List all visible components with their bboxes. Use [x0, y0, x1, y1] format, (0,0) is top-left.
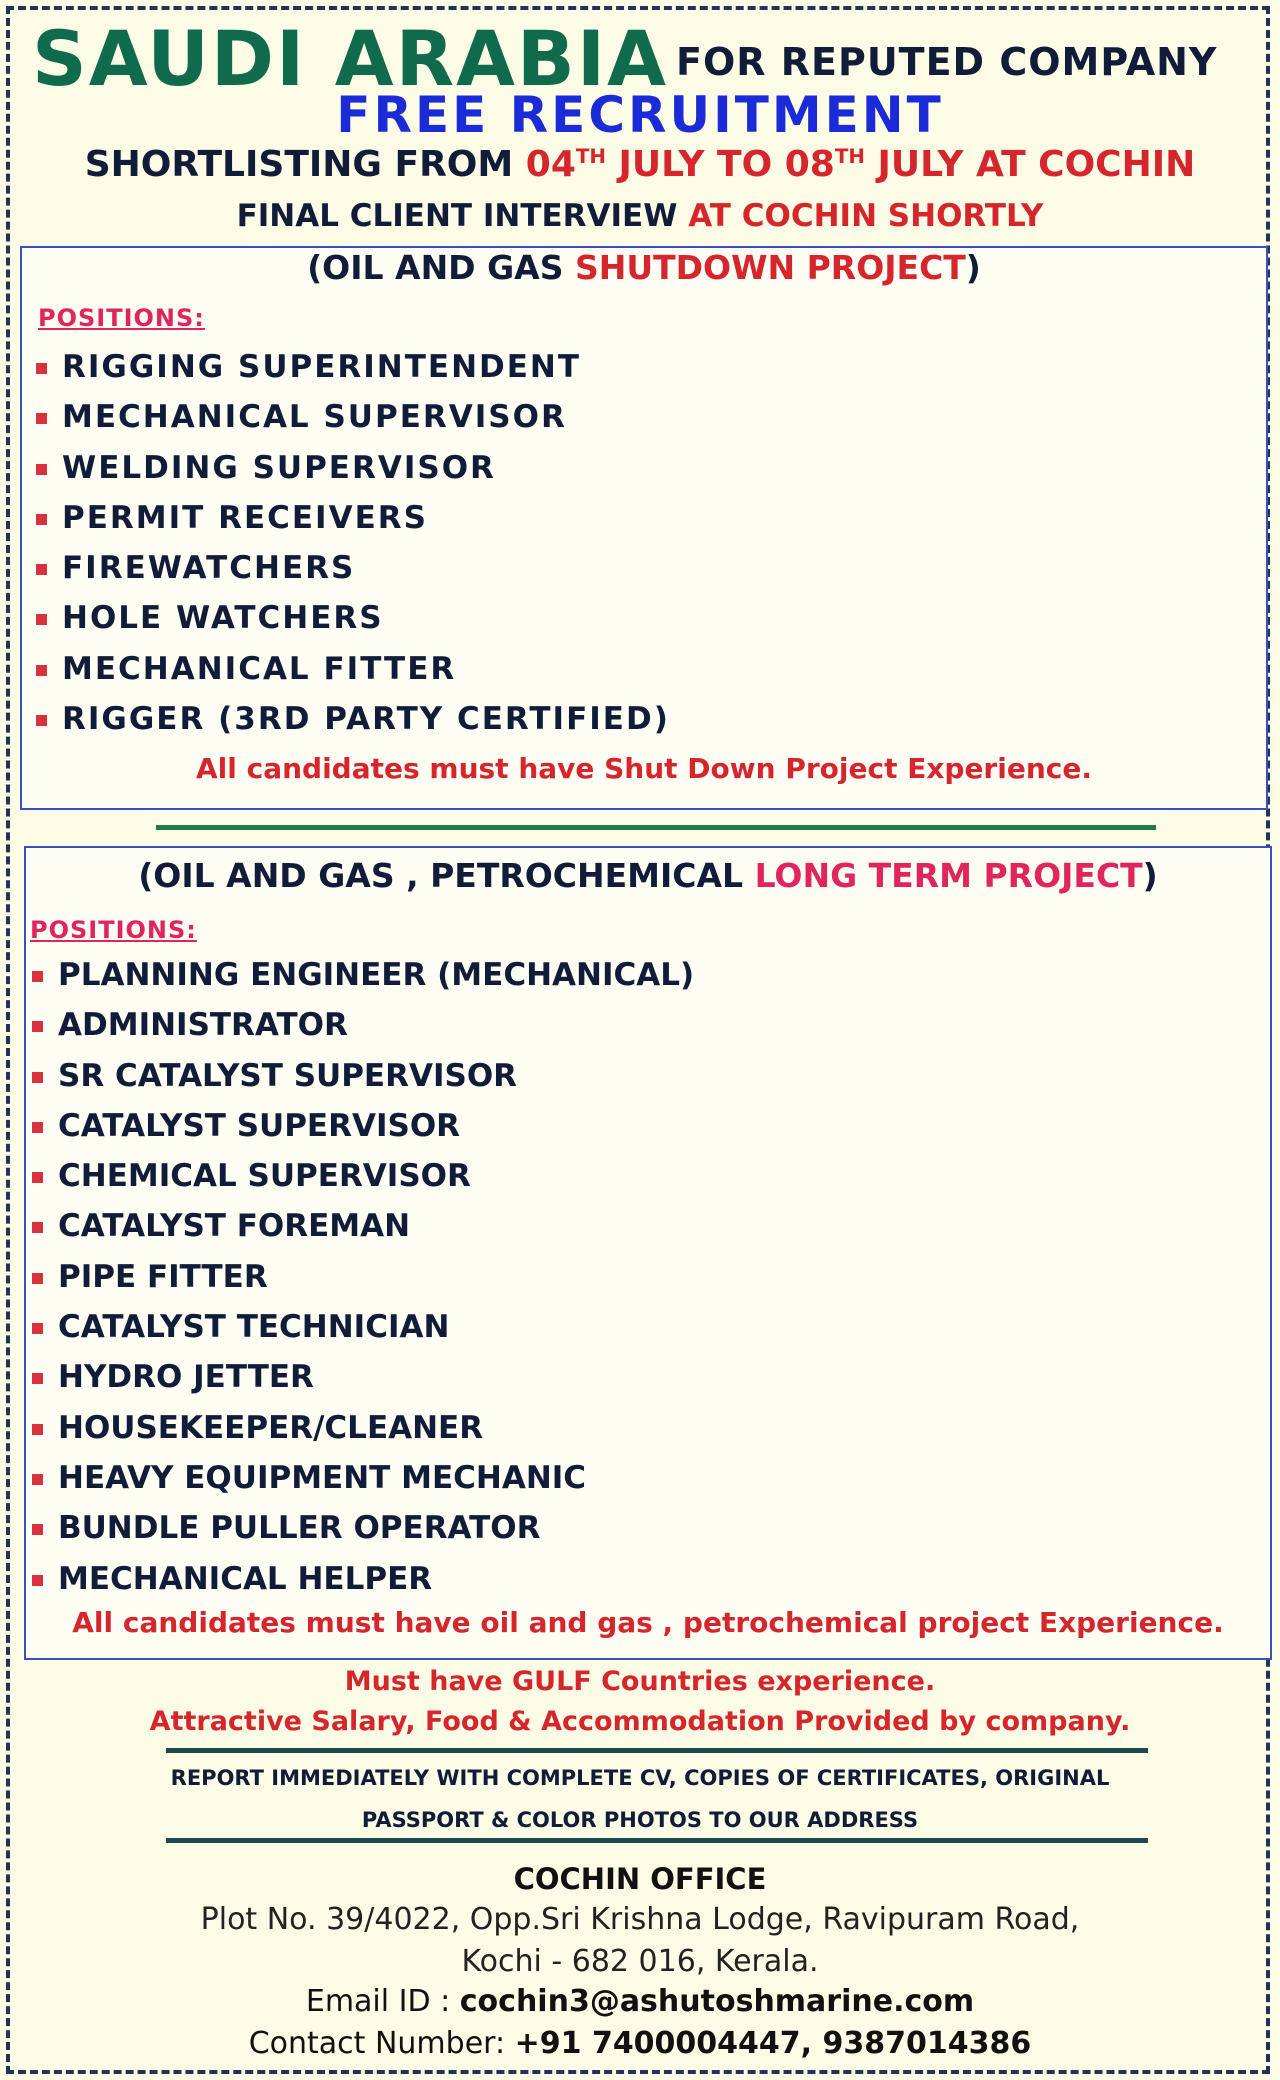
salary-line: Attractive Salary, Food & Accommodation Provided by company. — [149, 1706, 1131, 1737]
final-interview-line — [0, 198, 1280, 234]
date-from-rest: JULY TO — [605, 144, 785, 185]
email-line — [0, 1984, 1280, 2019]
shortlisting-dates — [526, 144, 1196, 185]
positions-label: POSITIONS: — [38, 304, 205, 332]
report-line-2: PASSPORT & COLOR PHOTOS TO OUR ADDRESS — [361, 1808, 919, 1832]
free-recruitment-title: FREE RECRUITMENT — [336, 86, 944, 144]
contact-line — [0, 2026, 1280, 2061]
shutdown-positions-list — [36, 342, 670, 744]
position-item: MECHANICAL HELPER — [32, 1554, 694, 1604]
green-divider — [156, 825, 1156, 830]
long-term-positions-list — [32, 950, 694, 1604]
date-from-sup: TH — [575, 145, 606, 168]
position-item: HEAVY EQUIPMENT MECHANIC — [32, 1453, 694, 1503]
position-item: MECHANICAL FITTER — [36, 644, 670, 694]
shutdown-note: All candidates must have Shut Down Project Experience. — [196, 752, 1092, 785]
long-term-project-heading — [26, 856, 1270, 895]
heading-close: ) — [1142, 856, 1158, 895]
date-to-sup: TH — [834, 145, 865, 168]
date-to-day: 08 — [784, 144, 835, 185]
position-item: RIGGING SUPERINTENDENT — [36, 342, 670, 392]
position-item: WELDING SUPERVISOR — [36, 443, 670, 493]
final-interview-highlight: AT COCHIN SHORTLY — [688, 198, 1044, 234]
position-item: CATALYST SUPERVISOR — [32, 1101, 694, 1151]
position-item: CATALYST TECHNICIAN — [32, 1302, 694, 1352]
long-term-note: All candidates must have oil and gas , petrochemical project Experience. — [72, 1606, 1224, 1639]
shortlisting-prefix: SHORTLISTING FROM — [84, 144, 526, 185]
final-interview-prefix: FINAL CLIENT INTERVIEW — [236, 198, 689, 234]
position-item: ADMINISTRATOR — [32, 1000, 694, 1050]
email-address: cochin3@ashutoshmarine.com — [459, 1984, 975, 2019]
position-item: RIGGER (3RD PARTY CERTIFIED) — [36, 694, 670, 744]
company-line: FOR REPUTED COMPANY — [676, 40, 1218, 84]
position-item: HYDRO JETTER — [32, 1352, 694, 1402]
position-item: BUNDLE PULLER OPERATOR — [32, 1503, 694, 1553]
position-item: FIREWATCHERS — [36, 543, 670, 593]
heading-highlight: LONG TERM PROJECT — [754, 856, 1143, 895]
position-item: MECHANICAL SUPERVISOR — [36, 392, 670, 442]
contact-label: Contact Number: — [248, 2026, 515, 2061]
gulf-experience-line: Must have GULF Countries experience. — [344, 1666, 936, 1697]
shortlisting-line — [0, 144, 1280, 185]
heading-open: (OIL AND GAS , PETROCHEMICAL — [138, 856, 755, 895]
date-from-day: 04 — [525, 144, 576, 185]
position-item: HOUSEKEEPER/CLEANER — [32, 1403, 694, 1453]
position-item: PIPE FITTER — [32, 1252, 694, 1302]
date-to-rest: JULY AT COCHIN — [864, 144, 1196, 185]
email-label: Email ID : — [305, 1984, 460, 2019]
top-report-divider — [166, 1748, 1148, 1753]
contact-numbers: +91 7400004447, 9387014386 — [514, 2026, 1032, 2061]
heading-open: (OIL AND GAS — [307, 248, 575, 287]
report-line-1: REPORT IMMEDIATELY WITH COMPLETE CV, COPIES OF CERTIFICATES, ORIGINAL — [170, 1766, 1110, 1790]
long-term-project-box — [24, 846, 1272, 1660]
address-line-1: Plot No. 39/4022, Opp.Sri Krishna Lodge, Ravipuram Road, — [200, 1902, 1080, 1937]
position-item: SR CATALYST SUPERVISOR — [32, 1051, 694, 1101]
bottom-report-divider — [166, 1838, 1148, 1843]
position-item: HOLE WATCHERS — [36, 593, 670, 643]
country-title: SAUDI ARABIA — [32, 14, 668, 103]
shutdown-project-box — [20, 246, 1268, 810]
position-item: PLANNING ENGINEER (MECHANICAL) — [32, 950, 694, 1000]
address-line-2: Kochi - 682 016, Kerala. — [461, 1944, 819, 1979]
heading-close: ) — [965, 248, 981, 287]
position-item: PERMIT RECEIVERS — [36, 493, 670, 543]
position-item: CHEMICAL SUPERVISOR — [32, 1151, 694, 1201]
heading-highlight: SHUTDOWN PROJECT — [574, 248, 966, 287]
office-title: COCHIN OFFICE — [513, 1862, 767, 1896]
position-item: CATALYST FOREMAN — [32, 1201, 694, 1251]
shutdown-project-heading — [22, 248, 1266, 287]
positions-label: POSITIONS: — [30, 916, 197, 944]
